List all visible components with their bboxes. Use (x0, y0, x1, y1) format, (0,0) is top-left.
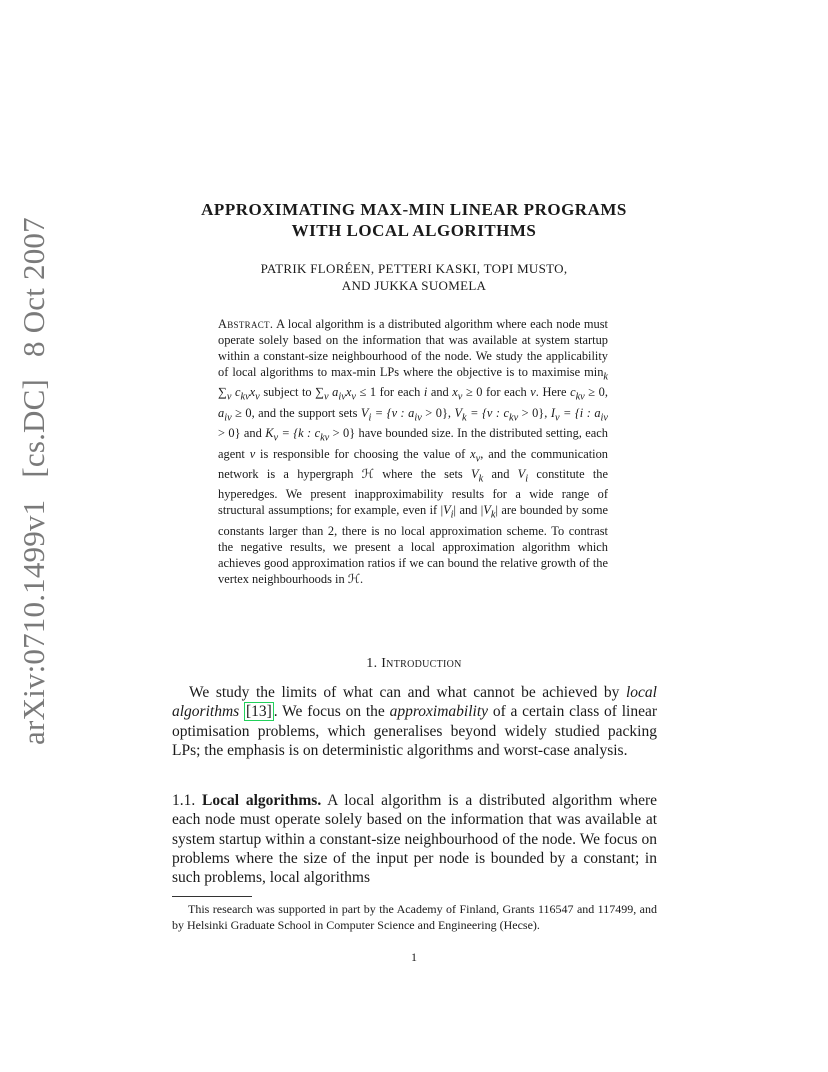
abstract-math: k (603, 371, 608, 383)
section-title: Introduction (381, 656, 462, 671)
abstract-text: . Here (535, 385, 571, 400)
abstract-math: i (423, 385, 428, 400)
arxiv-identifier: arXiv:0710.1499v1 (16, 499, 51, 745)
section-number: 1. (366, 656, 378, 671)
abstract-text: A local algorithm is a distributed algorithm where each node must operate solely based on the information that was available at system startup within a constant-size neighbourhood of the node. We study the applicability of local algorithms to max-min LPs where the objective is to maximise min (218, 317, 608, 379)
footnote-rule (172, 896, 252, 897)
arxiv-stamp (6, 217, 62, 745)
title-line-2: WITH LOCAL ALGORITHMS (291, 221, 537, 240)
paragraph-text: of a certain class of linear optimisation problems, which generalises beyond widely studied packing LPs; the emphasis is on deterministic algorithms and worst-case analysis. (172, 703, 657, 759)
abstract-text: = {v : a (371, 405, 415, 420)
abstract-label: Abstract. (218, 317, 274, 331)
abstract-text: and (483, 466, 518, 481)
abstract: Abstract. A local algorithm is a distributed algorithm where each node must operate solely based on the information that was available at system startup within a constant-size neighbourhood of the node. We study the applicability of local algorithms to max-min LPs where the objective is to maximise $\min_k \sum_v$ $c_{kv}x_v$ subject to $\sum_v$ $a_{iv}x_v \le 1$ for each i and $x_v \ge 0$ for each v. Here $c_{kv} \ge 0$, $a_{iv} \ge 0$, and the support sets $V_i = \{v$ : $a_{iv} > 0$}, $V_k = \{v$ : $c_{kv} > 0$}, $I_v = \{i$ : $a_{iv} > 0$} and $K_v = \{k$ : $c_{kv} > 0$} have bounded size. In the distributed setting, each agent v is responsible for choosing the value of $x_v$, and the communication network is a hypergraph ℋ where the sets $V_k$ and $V_i$ constitute the hyperedges. We present inapproximability results for a wide range of structural assumptions; for example, even if $|V_i|$ and $|V_k|$ are bounded by some constants larger than 2, there is no local approximation scheme. To contrast the negative results, we present a local approximation algorithm which achieves good approximation ratios if we can bound the relative growth of the vertex neighbourhoods in ℋ. (218, 317, 609, 586)
abstract-math: v (530, 385, 536, 400)
abstract-text: > 0}, (518, 405, 551, 420)
emphasis-text: local algorithms (172, 684, 657, 721)
abstract-text: ≥ 0, (584, 385, 608, 400)
abstract-text: = {k : c (278, 426, 321, 441)
abstract-text: and (427, 385, 453, 400)
subsection-heading: Local algorithms. (202, 792, 322, 809)
abstract-text: is responsible for choosing the value of (255, 446, 471, 461)
paragraph-text: A local algorithm is a distributed algorithm where each node must operate solely based on the information that was available at system startup within a constant-size neighbourhood of the node. We focus on problems where the size of the input per node is bounded by a constant; in such problems, local algorithms (172, 792, 657, 887)
abstract-text: subject to (259, 385, 316, 400)
abstract-text: = {i : a (559, 405, 601, 420)
arxiv-date: 8 Oct 2007 (16, 217, 51, 357)
abstract-math: v (226, 391, 232, 403)
subsection-number: 1.1. (172, 792, 196, 809)
abstract-math: V (360, 405, 369, 420)
abstract-text: > 0}, (421, 405, 455, 420)
abstract-text: > 0} and (218, 426, 266, 441)
citation-link[interactable]: [13] (245, 703, 272, 721)
abstract-math: c (235, 385, 241, 400)
abstract-text: constitute the hyperedges. We present inapproximability results for a wide range of structural assumptions; for example, even if | (218, 466, 608, 518)
abstract-text: ≤ 1 for each (355, 385, 424, 400)
page-number: 1 (411, 950, 417, 964)
abstract-text: ≥ 0, and the support sets (231, 405, 361, 420)
subsection-paragraph (172, 791, 657, 887)
emphasis-text: approximability (389, 703, 489, 721)
paragraph-text: We study the limits of what can and what cannot be achieved by (189, 684, 626, 701)
abstract-text: ≥ 0 for each (462, 385, 531, 400)
arxiv-category: [cs.DC] (16, 378, 51, 478)
intro-paragraph (172, 683, 657, 760)
abstract-text: > 0} have bounded size. In the distributed setting, each agent (218, 426, 608, 461)
footnote: This research was supported in part by the Academy of Finland, Grants 116547 and 117499, and by Helsinki Graduate School in Computer Science and Engineering (Hecse). (172, 902, 657, 932)
title-line-1: APPROXIMATING MAX-MIN LINEAR PROGRAMS (201, 200, 627, 219)
authors-line-1: PATRIK FLORÉEN, PETTERI KASKI, TOPI MUSTO, (260, 261, 568, 276)
abstract-text: = {v : c (466, 405, 509, 420)
section-heading (170, 656, 658, 672)
author-list (170, 260, 658, 294)
abstract-text: | and | (453, 503, 484, 518)
paragraph-text: . We focus on the (273, 703, 390, 721)
abstract-text: | are bounded by some constants larger than 2, there is no local approximation scheme. To contrast the negative results, we present a local approximation algorithm which achieves good approximation ratios if we can bound the relative growth of the vertex neighbourhoods in ℋ. (218, 503, 609, 586)
paper-title (170, 199, 658, 241)
authors-line-2: AND JUKKA SUOMELA (341, 278, 487, 293)
abstract-text: , and the communication network is a hypergraph ℋ where the sets (218, 446, 608, 481)
